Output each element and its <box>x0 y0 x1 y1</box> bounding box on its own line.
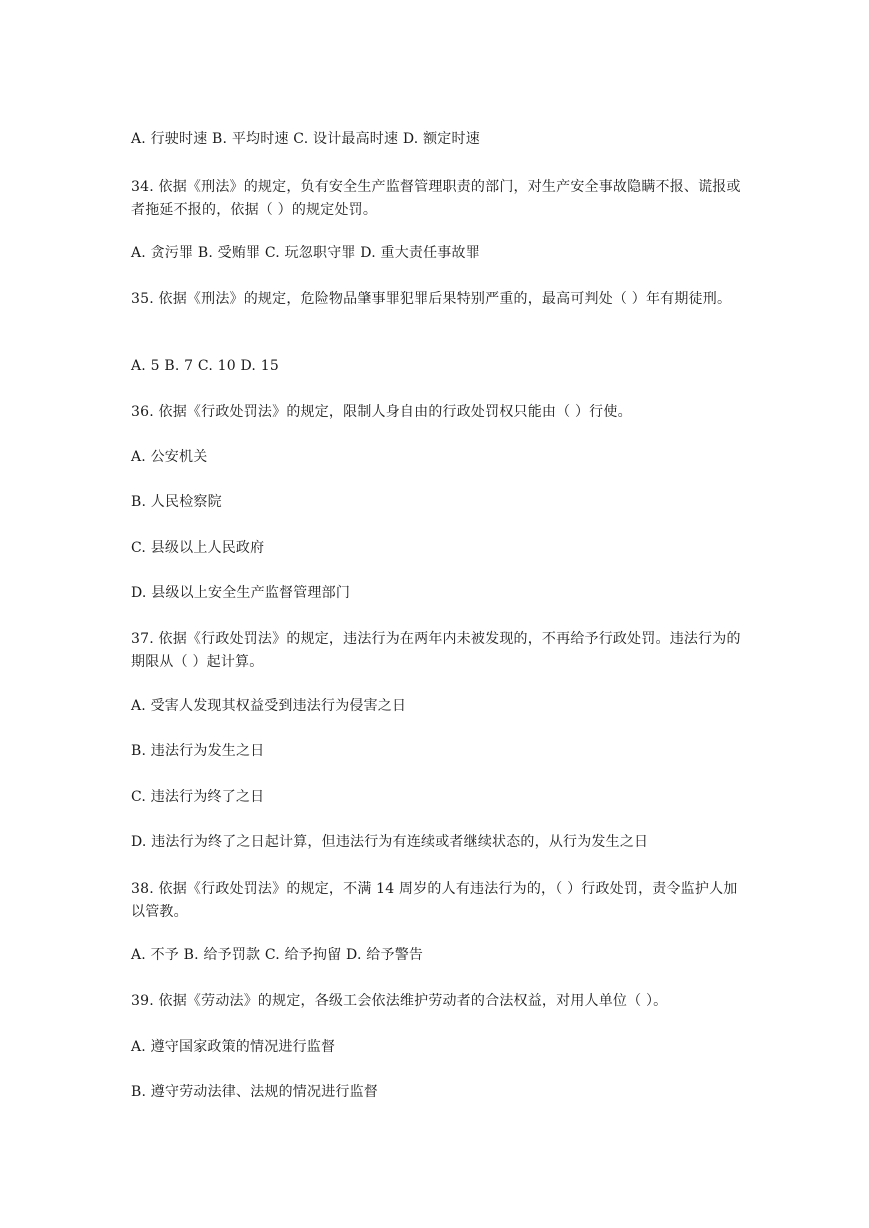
answer-options-38: A. 不予 B. 给予罚款 C. 给予拘留 D. 给予警告 <box>131 947 424 963</box>
answer-options-35: A. 5 B. 7 C. 10 D. 15 <box>131 358 279 374</box>
answer-option-36-d: D. 县级以上安全生产监督管理部门 <box>131 585 351 601</box>
question-35: 35. 依据《刑法》的规定，危险物品肇事罪犯罪后果特别严重的，最高可判处（ ）年有期徒刑。 <box>131 291 732 307</box>
question-38: 38. 依据《行政处罚法》的规定，不满 14 周岁的人有违法行为的，（ ）行政处罚，责令监护人加以管教。 <box>131 881 738 920</box>
question-34: 34. 依据《刑法》的规定，负有安全生产监督管理职责的部门，对生产安全事故隐瞒不报、谎报或者拖延不报的，依据（ ）的规定处罚。 <box>131 179 741 218</box>
answer-option-37-a: A. 受害人发现其权益受到违法行为侵害之日 <box>131 698 407 714</box>
answer-options-33: A. 行驶时速 B. 平均时速 C. 设计最高时速 D. 额定时速 <box>131 131 480 147</box>
question-37: 37. 依据《行政处罚法》的规定，违法行为在两年内未被发现的，不再给予行政处罚。违法行为的期限从（ ）起计算。 <box>131 631 741 670</box>
answer-option-36-a: A. 公安机关 <box>131 449 208 465</box>
answer-options-34: A. 贪污罪 B. 受贿罪 C. 玩忽职守罪 D. 重大责任事故罪 <box>131 245 480 261</box>
answer-option-36-b: B. 人民检察院 <box>131 494 222 510</box>
answer-option-37-d: D. 违法行为终了之日起计算，但违法行为有连续或者继续状态的，从行为发生之日 <box>131 834 649 850</box>
question-39: 39. 依据《劳动法》的规定，各级工会依法维护劳动者的合法权益，对用人单位（ ）。 <box>131 993 668 1009</box>
answer-option-39-b: B. 遵守劳动法律、法规的情况进行监督 <box>131 1084 378 1100</box>
answer-option-37-b: B. 违法行为发生之日 <box>131 743 265 759</box>
answer-option-39-a: A. 遵守国家政策的情况进行监督 <box>131 1039 336 1055</box>
answer-option-37-c: C. 违法行为终了之日 <box>131 789 265 805</box>
answer-option-36-c: C. 县级以上人民政府 <box>131 540 265 556</box>
question-36: 36. 依据《行政处罚法》的规定，限制人身自由的行政处罚权只能由（ ）行使。 <box>131 404 632 420</box>
